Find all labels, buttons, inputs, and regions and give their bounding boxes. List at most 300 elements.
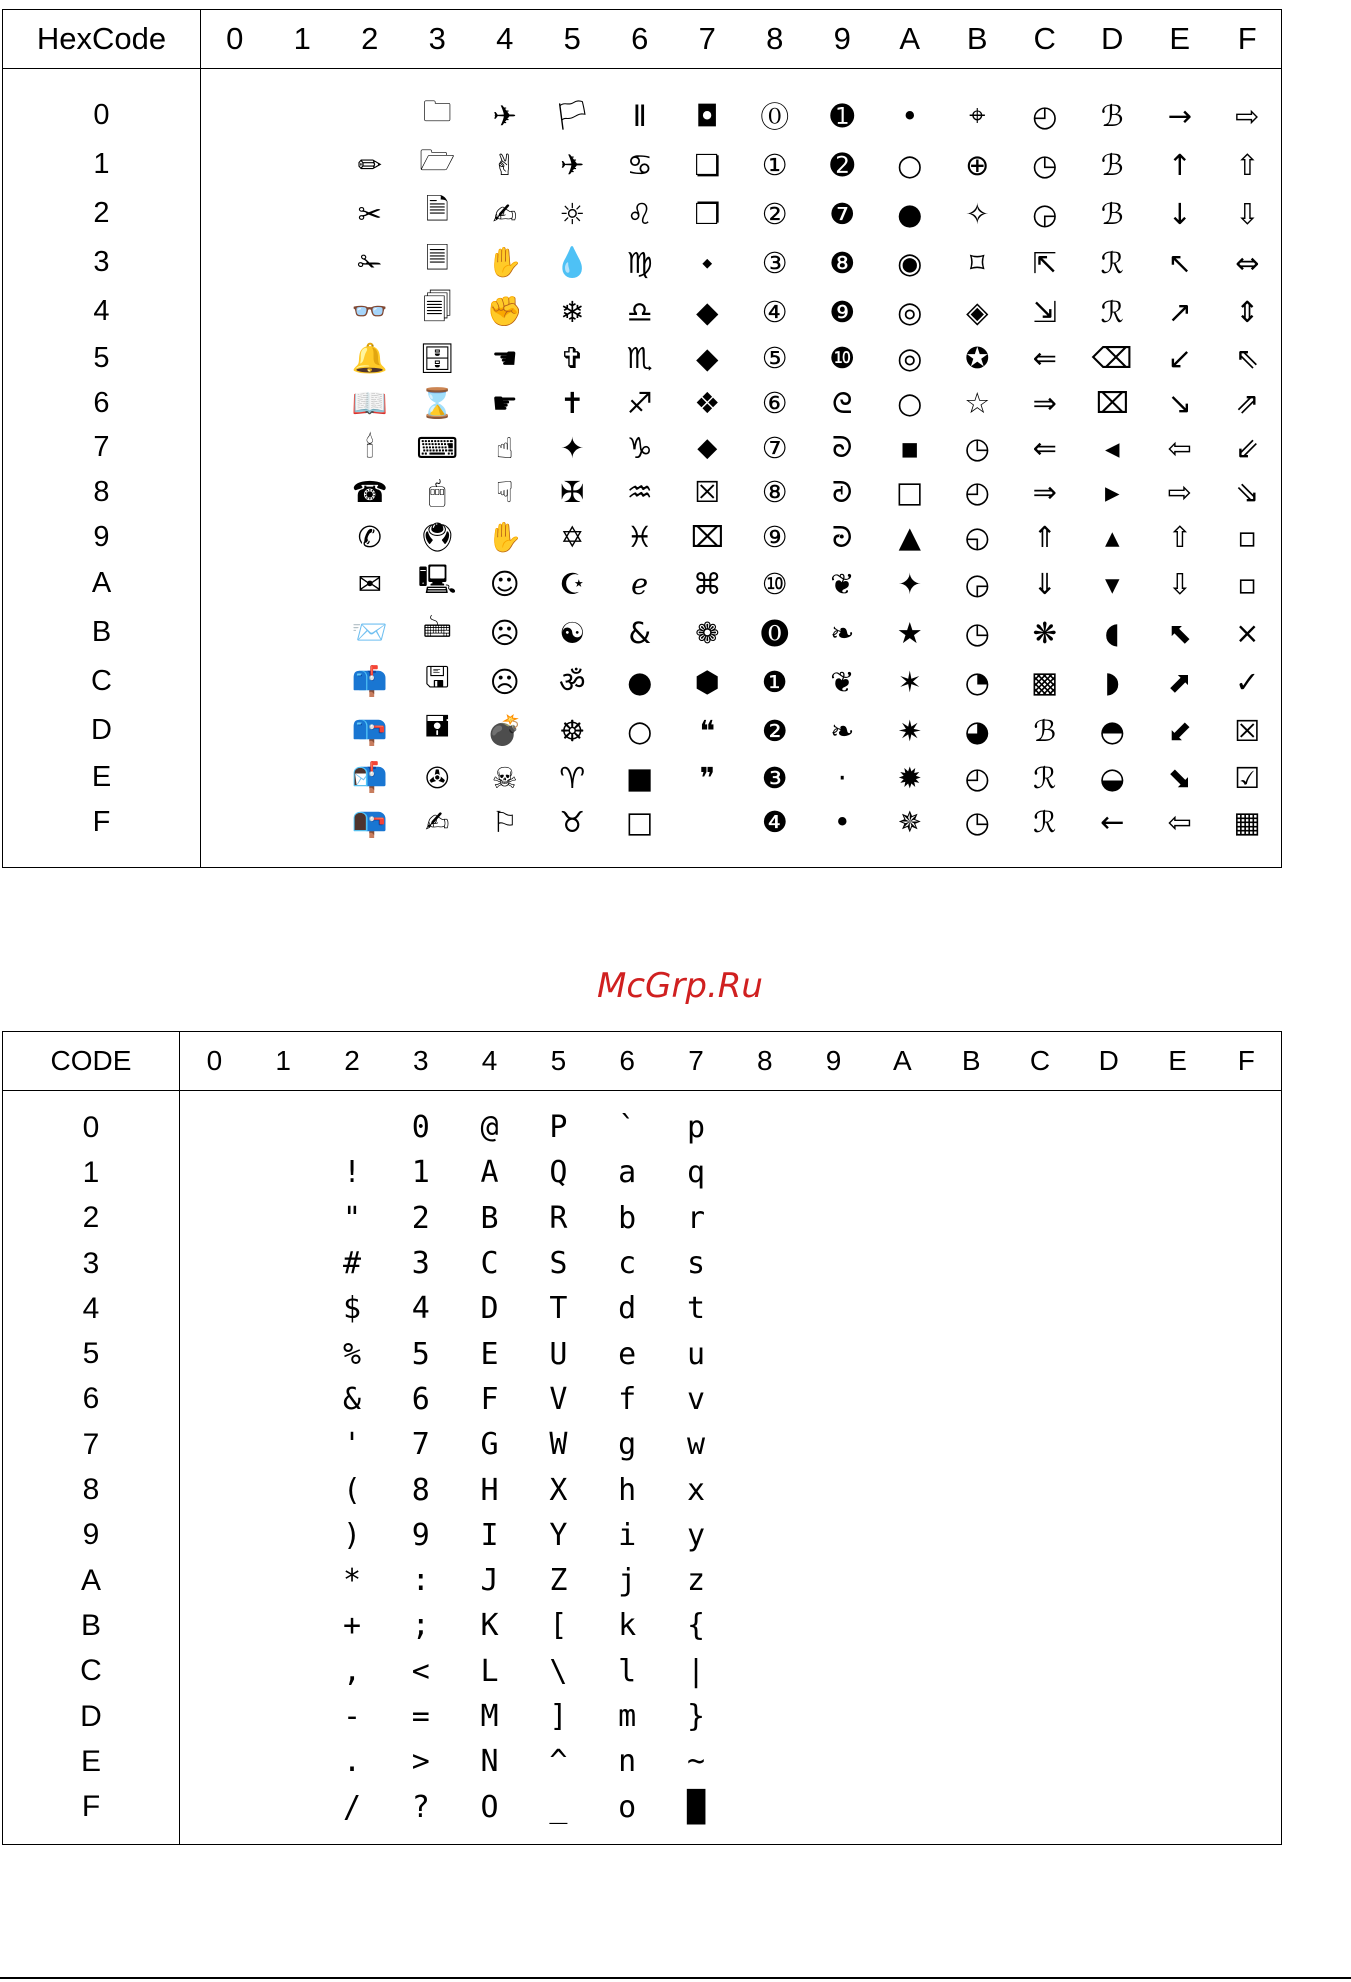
- column-header: 3: [386, 1032, 455, 1091]
- row-header: A: [3, 1558, 180, 1603]
- table-row: [3, 140, 1282, 189]
- glyph-cell: [1074, 1694, 1143, 1739]
- glyph-cell: [868, 1784, 937, 1829]
- glyph-cell: ⇗: [1235, 386, 1260, 421]
- glyph-cell: [868, 1105, 937, 1150]
- glyph-cell: ✵: [897, 805, 922, 840]
- glyph-cell: ⬢: [694, 664, 720, 699]
- glyph-cell: 🗀: [422, 94, 452, 128]
- glyph-cell: [180, 1286, 249, 1331]
- glyph-cell: p: [686, 1110, 705, 1146]
- glyph-cell: [1212, 1377, 1281, 1422]
- glyph-cell: -: [342, 1699, 362, 1734]
- glyph-cell: ⑧: [761, 475, 788, 510]
- glyph-cell: ❾: [829, 294, 856, 329]
- glyph-cell: ℯ: [631, 566, 649, 601]
- glyph-cell: [249, 1422, 318, 1467]
- glyph-cell: [180, 1649, 249, 1694]
- glyph-cell: [1143, 1150, 1212, 1195]
- glyph-cell: [1212, 1422, 1281, 1467]
- table-row: [3, 1241, 1282, 1286]
- glyph-cell: 📨: [351, 615, 388, 650]
- row-header: D: [3, 1694, 180, 1739]
- glyph-cell: [201, 425, 269, 470]
- column-header: 1: [249, 1032, 318, 1091]
- glyph-cell: [1006, 1694, 1075, 1739]
- glyph-cell: ⇓: [1032, 566, 1057, 601]
- glyph-cell: ❄: [560, 294, 585, 329]
- glyph-cell: ↓: [1167, 196, 1192, 231]
- glyph-cell: [1143, 1649, 1212, 1694]
- glyph-cell: ⇖: [1235, 341, 1260, 376]
- glyph-cell: [201, 140, 269, 189]
- glyph-cell: [1006, 1105, 1075, 1150]
- glyph-cell: 🖫: [424, 660, 450, 695]
- glyph-cell: [799, 1377, 868, 1422]
- column-header: 8: [730, 1032, 799, 1091]
- glyph-cell: [318, 1105, 387, 1150]
- glyph-cell: [180, 1784, 249, 1829]
- glyph-cell: 🔔: [351, 340, 388, 375]
- glyph-cell: f: [618, 1381, 637, 1417]
- glyph-cell: [730, 1377, 799, 1422]
- glyph-cell: ❦: [830, 664, 855, 699]
- glyph-cell: 💧: [554, 245, 591, 279]
- glyph-cell: ▫: [1237, 520, 1258, 555]
- column-header: F: [1212, 1032, 1281, 1091]
- glyph-cell: 📪: [351, 713, 388, 748]
- glyph-cell: [180, 1150, 249, 1195]
- glyph-cell: V: [549, 1381, 568, 1417]
- glyph-cell: 3: [411, 1246, 430, 1282]
- bottom-rule: [0, 1977, 1351, 1979]
- glyph-cell: [180, 1558, 249, 1603]
- glyph-cell: [180, 1467, 249, 1512]
- glyph-cell: [1074, 1513, 1143, 1558]
- glyph-cell: [937, 1467, 1006, 1512]
- glyph-cell: ♎: [626, 294, 653, 329]
- glyph-cell: ⇧: [1167, 520, 1192, 555]
- glyph-cell: ⑨: [761, 520, 788, 555]
- glyph-cell: ✆: [357, 520, 382, 555]
- glyph-cell: [799, 1784, 868, 1829]
- glyph-cell: [868, 1422, 937, 1467]
- glyph-cell: ✦: [560, 430, 585, 465]
- glyph-cell: [1212, 1649, 1281, 1694]
- glyph-cell: [1074, 1331, 1143, 1376]
- glyph-cell: ●: [897, 196, 923, 231]
- table-row: [3, 1105, 1282, 1150]
- glyph-cell: [269, 336, 337, 381]
- table-row: [3, 1196, 1282, 1241]
- glyph-cell: [1074, 1150, 1143, 1195]
- column-header: A: [876, 10, 944, 69]
- glyph-cell: [730, 1286, 799, 1331]
- header-row: [3, 1032, 1282, 1091]
- glyph-cell: S: [549, 1246, 568, 1282]
- glyph-cell: [180, 1331, 249, 1376]
- column-header: E: [1143, 1032, 1212, 1091]
- glyph-cell: 🗐: [422, 290, 452, 324]
- glyph-cell: ℛ: [1033, 760, 1057, 795]
- glyph-cell: ○: [627, 713, 653, 748]
- glyph-cell: ⇦: [1167, 805, 1192, 840]
- glyph-cell: [269, 238, 337, 287]
- glyph-cell: [799, 1331, 868, 1376]
- glyph-cell: [730, 1150, 799, 1195]
- glyph-cell: [180, 1739, 249, 1784]
- glyph-cell: [269, 91, 337, 140]
- glyph-cell: ◶: [1032, 196, 1058, 231]
- glyph-cell: 📫: [351, 664, 388, 699]
- glyph-cell: [249, 1331, 318, 1376]
- glyph-cell: [1074, 1241, 1143, 1286]
- glyph-cell: ◘: [695, 98, 719, 133]
- glyph-cell: ,: [342, 1653, 362, 1689]
- glyph-cell: ⇘: [1235, 475, 1260, 510]
- glyph-cell: Z: [549, 1563, 568, 1599]
- glyph-cell: Ⅱ: [632, 98, 647, 133]
- glyph-cell: ॐ: [559, 665, 586, 700]
- glyph-cell: ⌨: [416, 430, 459, 465]
- glyph-cell: ↗: [1167, 294, 1192, 329]
- glyph-cell: [180, 1513, 249, 1558]
- row-header: 9: [3, 515, 201, 560]
- glyph-cell: =: [411, 1699, 430, 1734]
- glyph-cell: ✍: [492, 196, 517, 231]
- glyph-cell: ♑: [626, 430, 653, 465]
- glyph-cell: [868, 1196, 937, 1241]
- glyph-cell: ✹: [897, 760, 922, 795]
- row-header: 8: [3, 470, 201, 515]
- glyph-cell: ": [342, 1200, 362, 1236]
- glyph-cell: ✪: [965, 341, 990, 376]
- glyph-cell: [1143, 1467, 1212, 1512]
- column-header: 9: [799, 1032, 868, 1091]
- glyph-cell: ☠: [491, 760, 518, 795]
- glyph-cell: ◷: [964, 805, 990, 840]
- glyph-cell: ☹: [489, 615, 520, 650]
- glyph-cell: #: [342, 1246, 362, 1282]
- glyph-cell: [: [549, 1608, 568, 1644]
- glyph-cell: [1006, 1739, 1075, 1784]
- glyph-cell: [937, 1558, 1006, 1603]
- glyph-cell: ⇦: [1167, 430, 1192, 465]
- row-header: 1: [3, 1150, 180, 1195]
- glyph-cell: ⌘: [692, 566, 722, 601]
- glyph-cell: [1143, 1558, 1212, 1603]
- glyph-cell: ←: [1100, 805, 1125, 840]
- glyph-cell: [201, 515, 269, 560]
- glyph-cell: ✦: [897, 566, 922, 601]
- column-header: 1: [269, 10, 337, 69]
- glyph-cell: [730, 1784, 799, 1829]
- glyph-cell: ◂: [1104, 430, 1120, 465]
- row-header: 7: [3, 1422, 180, 1467]
- glyph-cell: u: [686, 1336, 705, 1372]
- corner-label: CODE: [3, 1032, 180, 1091]
- glyph-cell: [1143, 1784, 1212, 1829]
- table-row: [3, 287, 1282, 336]
- column-header: C: [1006, 1032, 1075, 1091]
- glyph-cell: [1074, 1105, 1143, 1150]
- glyph-cell: 1: [411, 1155, 430, 1191]
- glyph-cell: ': [342, 1427, 362, 1463]
- table-row: [3, 1784, 1282, 1829]
- glyph-cell: ♌: [626, 196, 653, 231]
- glyph-cell: [180, 1241, 249, 1286]
- glyph-cell: ⬋: [1167, 713, 1192, 748]
- glyph-cell: □: [896, 475, 924, 510]
- glyph-cell: ⬩: [702, 245, 713, 279]
- glyph-cell: [868, 1649, 937, 1694]
- glyph-cell: i: [618, 1517, 637, 1553]
- glyph-cell: !: [342, 1155, 362, 1191]
- glyph-cell: [937, 1649, 1006, 1694]
- watermark: McGrp.Ru: [597, 966, 763, 1006]
- glyph-cell: [201, 470, 269, 515]
- glyph-cell: [1143, 1739, 1212, 1784]
- glyph-cell: ℬ: [1033, 713, 1057, 748]
- glyph-cell: [249, 1241, 318, 1286]
- glyph-cell: o: [618, 1789, 637, 1825]
- glyph-cell: [1006, 1331, 1075, 1376]
- glyph-cell: [1006, 1467, 1075, 1512]
- glyph-cell: [868, 1467, 937, 1512]
- glyph-cell: ⇒: [1032, 386, 1057, 421]
- glyph-cell: [730, 1694, 799, 1739]
- glyph-cell: [730, 1331, 799, 1376]
- glyph-cell: }: [686, 1699, 705, 1734]
- glyph-cell: [201, 755, 269, 800]
- glyph-cell: ♋: [626, 147, 653, 182]
- glyph-cell: ♏: [626, 341, 653, 376]
- glyph-cell: ☒: [694, 475, 721, 510]
- glyph-cell: [1006, 1241, 1075, 1286]
- glyph-cell: ○: [897, 386, 923, 421]
- glyph-cell: ➊: [830, 98, 855, 133]
- glyph-cell: ❞: [699, 760, 716, 795]
- glyph-cell: ℛ: [1033, 805, 1057, 840]
- glyph-cell: ⬊: [1167, 760, 1192, 795]
- glyph-cell: [269, 381, 337, 426]
- glyph-cell: [1006, 1784, 1075, 1829]
- glyph-cell: 📖: [351, 385, 388, 420]
- glyph-cell: ·: [837, 760, 847, 795]
- glyph-cell: [249, 1649, 318, 1694]
- glyph-cell: *: [342, 1563, 362, 1599]
- glyph-cell: H: [480, 1472, 499, 1508]
- glyph-cell: ◷: [1032, 147, 1058, 182]
- glyph-cell: [1074, 1286, 1143, 1331]
- glyph-cell: ▲: [898, 520, 921, 555]
- glyph-cell: ❸: [761, 760, 788, 795]
- glyph-cell: ?: [411, 1789, 430, 1825]
- glyph-cell: ⑥: [761, 386, 788, 421]
- glyph-cell: ◆: [696, 341, 719, 376]
- table-row: [3, 1694, 1282, 1739]
- glyph-cell: [730, 1603, 799, 1648]
- glyph-cell: ^: [549, 1744, 568, 1780]
- glyph-cell: {: [686, 1608, 705, 1644]
- glyph-cell: [201, 559, 269, 608]
- glyph-cell: ✁: [357, 245, 382, 280]
- glyph-cell: ☺: [489, 566, 520, 601]
- glyph-cell: ⌫: [1091, 341, 1133, 376]
- table-row: [3, 657, 1282, 706]
- glyph-cell: ◎: [897, 341, 923, 376]
- column-header: 5: [524, 1032, 593, 1091]
- glyph-cell: ✉: [357, 566, 382, 601]
- table-row: [3, 336, 1282, 381]
- glyph-cell: ⇔: [1235, 245, 1260, 280]
- glyph-cell: ⇲: [1032, 294, 1057, 329]
- glyph-cell: [249, 1558, 318, 1603]
- glyph-cell: ❝: [699, 713, 716, 748]
- glyph-cell: 🖲: [418, 519, 456, 554]
- glyph-cell: [201, 608, 269, 657]
- glyph-cell: t: [686, 1291, 705, 1327]
- row-header: C: [3, 1649, 180, 1694]
- glyph-cell: ⇐: [1032, 430, 1057, 465]
- glyph-cell: ☸: [559, 713, 586, 748]
- glyph-cell: [799, 1558, 868, 1603]
- glyph-cell: [1143, 1286, 1212, 1331]
- glyph-cell: ✋: [486, 519, 523, 554]
- glyph-cell: [1212, 1558, 1281, 1603]
- row-header: B: [3, 1603, 180, 1648]
- glyph-cell: ✋: [486, 245, 523, 279]
- glyph-cell: ❏: [694, 147, 721, 182]
- glyph-cell: 0: [411, 1110, 430, 1146]
- symbol-code-table: [2, 9, 1282, 868]
- glyph-cell: Q: [549, 1155, 568, 1191]
- table-row: [3, 1513, 1282, 1558]
- header-row: [3, 10, 1282, 69]
- glyph-cell: [1212, 1150, 1281, 1195]
- glyph-cell: ☪: [559, 566, 586, 601]
- row-header: 2: [3, 189, 201, 238]
- glyph-cell: [201, 706, 269, 755]
- glyph-cell: ᘓ: [832, 385, 853, 420]
- glyph-cell: ✶: [897, 664, 922, 699]
- glyph-cell: ⇨: [1235, 98, 1260, 133]
- glyph-cell: .: [342, 1744, 362, 1780]
- glyph-cell: [180, 1603, 249, 1648]
- character-code-table: [2, 1031, 1282, 1845]
- glyph-cell: ◔: [964, 664, 990, 699]
- column-header: 9: [809, 10, 877, 69]
- glyph-cell: ❽: [829, 245, 856, 280]
- glyph-cell: [1006, 1377, 1075, 1422]
- glyph-cell: [937, 1241, 1006, 1286]
- row-header: 2: [3, 1196, 180, 1241]
- glyph-cell: [799, 1286, 868, 1331]
- glyph-cell: ◴: [964, 475, 990, 510]
- glyph-cell: ☟: [495, 475, 514, 510]
- glyph-cell: ❼: [829, 196, 856, 231]
- glyph-cell: 8: [411, 1472, 430, 1508]
- glyph-cell: ☯: [559, 615, 586, 650]
- table-row: [3, 1467, 1282, 1512]
- glyph-cell: [1212, 1331, 1281, 1376]
- glyph-cell: ~: [686, 1744, 705, 1780]
- glyph-cell: [1074, 1739, 1143, 1784]
- glyph-cell: [1143, 1377, 1212, 1422]
- glyph-cell: d: [618, 1291, 637, 1327]
- glyph-cell: ⌧: [1095, 386, 1129, 421]
- glyph-cell: J: [480, 1563, 499, 1599]
- glyph-cell: ☑: [1234, 760, 1261, 795]
- row-header: 4: [3, 1286, 180, 1331]
- glyph-cell: ♍: [626, 245, 653, 280]
- row-header: A: [3, 559, 201, 608]
- glyph-cell: [868, 1694, 937, 1739]
- column-header: 6: [593, 1032, 662, 1091]
- glyph-cell: 📬: [351, 760, 388, 795]
- glyph-cell: ✷: [897, 713, 922, 748]
- glyph-cell: q: [686, 1155, 705, 1191]
- glyph-cell: [799, 1694, 868, 1739]
- column-header: B: [944, 10, 1012, 69]
- glyph-cell: ⓿: [760, 617, 790, 652]
- glyph-cell: ᘐ: [832, 430, 853, 465]
- column-header: 0: [201, 10, 269, 69]
- glyph-cell: ★: [896, 615, 923, 650]
- glyph-cell: (: [342, 1472, 362, 1508]
- glyph-cell: `: [618, 1110, 637, 1146]
- glyph-cell: M: [480, 1699, 499, 1734]
- glyph-cell: B: [480, 1200, 499, 1236]
- glyph-cell: [180, 1196, 249, 1241]
- glyph-cell: [1006, 1603, 1075, 1648]
- glyph-cell: ✏: [357, 147, 382, 182]
- glyph-cell: ⬈: [1167, 664, 1192, 699]
- table-row: [3, 1739, 1282, 1784]
- glyph-cell: ⑤: [761, 341, 788, 376]
- glyph-cell: [249, 1286, 318, 1331]
- glyph-cell: r: [686, 1200, 705, 1236]
- glyph-cell: ⇑: [1032, 520, 1057, 555]
- glyph-cell: @: [480, 1110, 499, 1146]
- column-header: E: [1146, 10, 1214, 69]
- glyph-cell: ③: [761, 245, 788, 280]
- glyph-cell: [180, 1377, 249, 1422]
- table-row: [3, 515, 1282, 560]
- table-row: [3, 706, 1282, 755]
- glyph-cell: ⬉: [1167, 615, 1192, 650]
- table-row: [3, 1558, 1282, 1603]
- glyph-cell: [249, 1739, 318, 1784]
- glyph-cell: 9: [411, 1517, 430, 1553]
- glyph-cell: ✝: [560, 386, 585, 421]
- table-row: [3, 608, 1282, 657]
- column-header: 4: [471, 10, 539, 69]
- table-row: [3, 1422, 1282, 1467]
- glyph-cell: [1006, 1196, 1075, 1241]
- glyph-cell: [868, 1331, 937, 1376]
- glyph-cell: x: [686, 1472, 705, 1508]
- glyph-cell: [730, 1105, 799, 1150]
- glyph-cell: |: [686, 1653, 705, 1689]
- glyph-cell: [1074, 1558, 1143, 1603]
- glyph-cell: ⑩: [761, 566, 788, 601]
- glyph-cell: [269, 706, 337, 755]
- glyph-cell: >: [411, 1744, 430, 1780]
- glyph-cell: [201, 800, 269, 845]
- glyph-cell: [868, 1558, 937, 1603]
- row-header: 0: [3, 1105, 180, 1150]
